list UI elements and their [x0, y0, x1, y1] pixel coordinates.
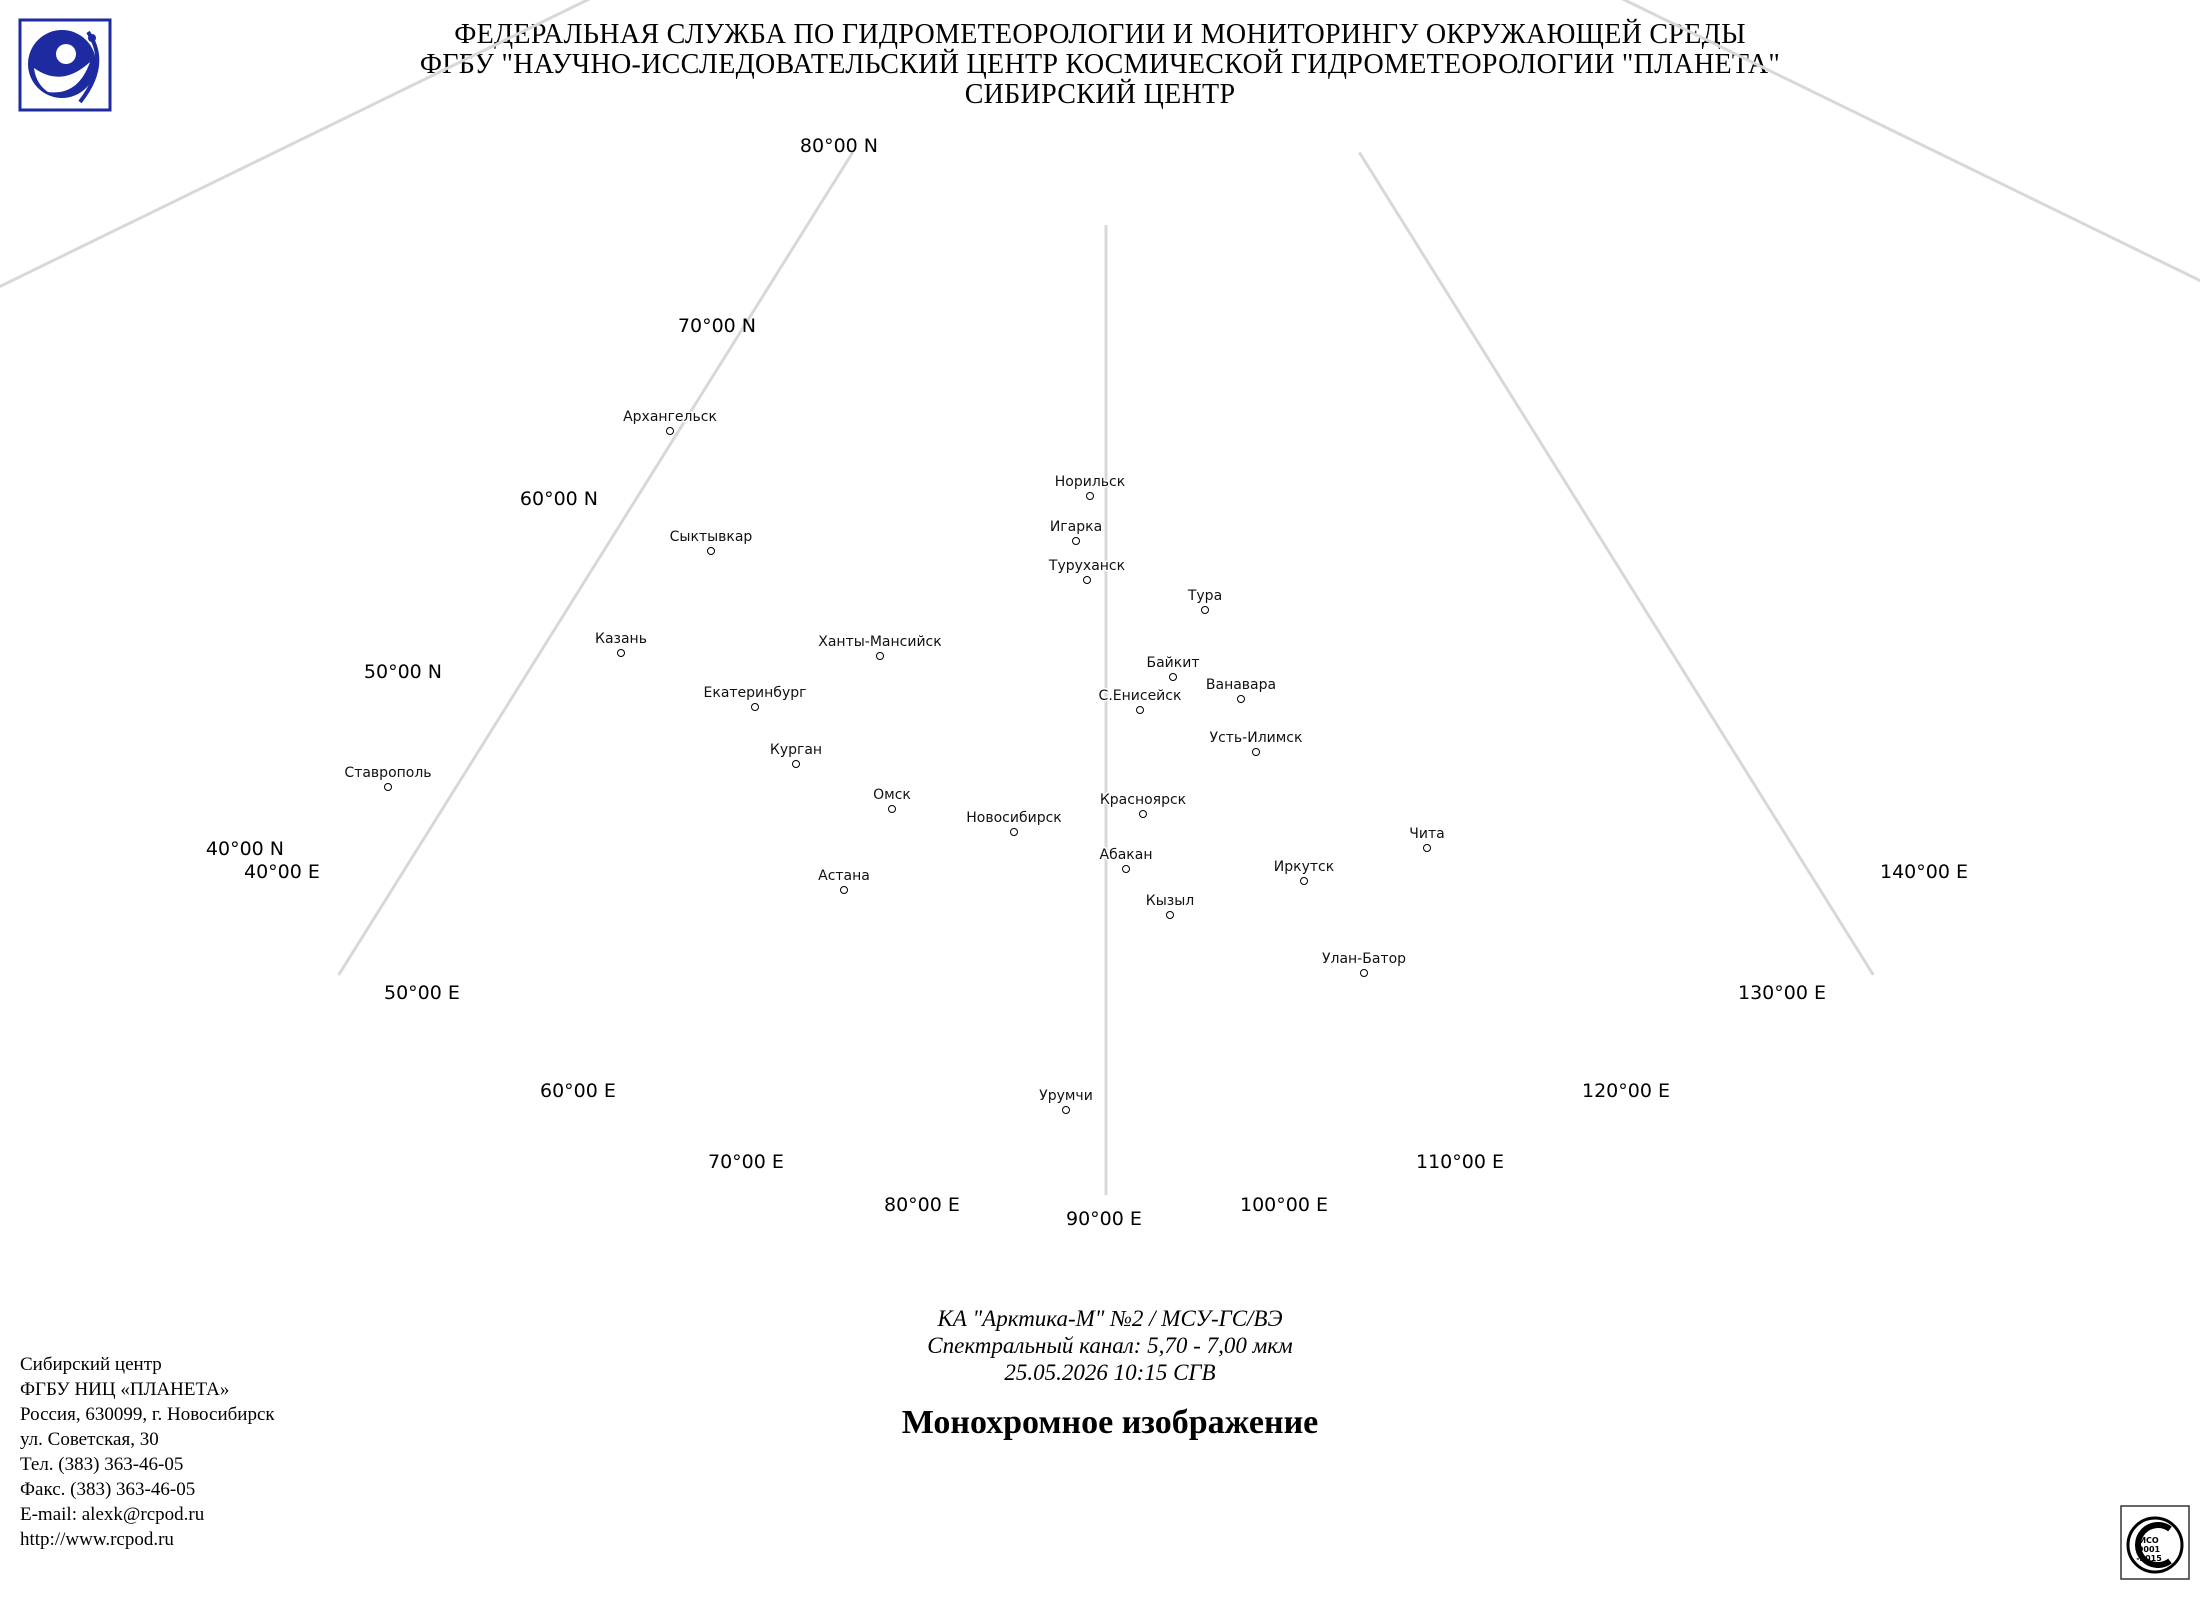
header-agency: ФЕДЕРАЛЬНАЯ СЛУЖБА ПО ГИДРОМЕТЕОРОЛОГИИ И МОНИТОРИНГУ ОКРУЖАЮЩЕЙ СРЕДЫ [454, 19, 1746, 50]
lat-label-80: 80°00 N [799, 135, 878, 157]
lon-label-60: 60°00 E [540, 1080, 616, 1102]
svg-text:Абакан: Абакан [1099, 847, 1153, 863]
city-s-eniseysk [1099, 688, 1182, 714]
svg-text:С.Енисейск: С.Енисейск [1098, 688, 1182, 704]
svg-text:Байкит: Байкит [1146, 655, 1200, 671]
city-baykit [1147, 655, 1200, 681]
svg-text:Иркутск: Иркутск [1273, 859, 1335, 875]
address-line: ул. Советская, 30 [20, 1429, 159, 1450]
city-krasnoyarsk [1100, 792, 1186, 818]
city-novosibirsk [966, 810, 1061, 836]
city-syktyvkar [670, 529, 753, 555]
lon-label-80: 80°00 E [884, 1194, 960, 1216]
svg-text:Новосибирск: Новосибирск [966, 810, 1062, 826]
city-chita [1409, 826, 1444, 852]
svg-text:Чита: Чита [1409, 826, 1445, 842]
city-ust-ilimsk [1210, 730, 1303, 756]
svg-text:Игарка: Игарка [1049, 519, 1103, 535]
caption-title: Монохромное изображение [901, 1404, 1319, 1441]
city-tura [1187, 588, 1222, 614]
header-institute: ФГБУ "НАУЧНО-ИССЛЕДОВАТЕЛЬСКИЙ ЦЕНТР КОСМИЧЕСКОЙ ГИДРОМЕТЕОРОЛОГИИ "ПЛАНЕТА" [419, 49, 1781, 80]
lon-label-120: 120°00 E [1582, 1080, 1670, 1102]
svg-text:Сыктывкар: Сыктывкар [669, 529, 753, 545]
address-line: ФГБУ НИЦ «ПЛАНЕТА» [20, 1379, 230, 1400]
city-norilsk [1055, 474, 1125, 500]
contact-address-block [20, 1352, 275, 1552]
city-astana [818, 868, 870, 894]
caption-channel: Спектральный канал: 5,70 - 7,00 мкм [927, 1333, 1293, 1358]
svg-text:Улан-Батор: Улан-Батор [1321, 951, 1407, 967]
svg-text:Кызыл: Кызыл [1145, 893, 1195, 909]
lon-label-90: 90°00 E [1066, 1208, 1142, 1230]
svg-text:Ставрополь: Ставрополь [344, 765, 432, 781]
city-urumqi [1039, 1088, 1093, 1114]
lon-label-50: 50°00 E [384, 982, 460, 1004]
meridian-line [1536, 0, 2200, 382]
address-line: Россия, 630099, г. Новосибирск [20, 1404, 275, 1425]
lat-label-70: 70°00 N [677, 315, 756, 337]
lat-label-50: 50°00 N [363, 661, 442, 683]
city-khanty-mansiysk [818, 634, 941, 660]
address-line: Сибирский центр [20, 1354, 162, 1375]
svg-text:Урумчи: Урумчи [1039, 1088, 1093, 1104]
city-turukhansk [1048, 558, 1125, 584]
svg-text:Ханты-Мансийск: Ханты-Мансийск [818, 634, 942, 650]
address-phone: Тел. (383) 363-46-05 [20, 1454, 184, 1475]
city-vanavara [1206, 677, 1276, 703]
svg-text:-2015: -2015 [2136, 1554, 2162, 1563]
header-center: СИБИРСКИЙ ЦЕНТР [964, 79, 1236, 110]
city-kurgan [770, 742, 822, 768]
city-ulan-bator [1322, 951, 1406, 977]
city-stavropol [344, 765, 431, 791]
meridian-line [339, 152, 853, 975]
caption-satellite: КА "Арктика-М" №2 / МСУ-ГС/ВЭ [937, 1306, 1283, 1331]
city-kyzyl [1146, 893, 1194, 919]
lat-label-40: 40°00 N [205, 838, 284, 860]
city-kazan [595, 631, 647, 657]
dark-vortex-east [1510, 560, 1810, 800]
svg-text:Красноярск: Красноярск [1099, 792, 1187, 808]
city-yekaterinburg [704, 685, 807, 711]
svg-text:Тура: Тура [1187, 588, 1223, 604]
lon-label-40: 40°00 E [244, 861, 320, 883]
address-email: E-mail: alexk@rcpod.ru [20, 1504, 205, 1525]
svg-text:Омск: Омск [873, 787, 911, 803]
svg-text:Казань: Казань [595, 631, 647, 647]
city-igarka [1050, 519, 1102, 545]
city-irkutsk [1274, 859, 1334, 885]
svg-text:9001: 9001 [2137, 1545, 2161, 1554]
iso-certification-badge [2120, 1505, 2190, 1580]
svg-text:Норильск: Норильск [1054, 474, 1126, 490]
svg-text:Астана: Астана [818, 868, 870, 884]
city-arkhangelsk [623, 409, 717, 435]
lon-label-130: 130°00 E [1738, 982, 1826, 1004]
lon-label-140: 140°00 E [1880, 861, 1968, 883]
svg-text:Архангельск: Архангельск [623, 409, 717, 425]
svg-text:Туруханск: Туруханск [1048, 558, 1126, 574]
lon-label-70: 70°00 E [708, 1151, 784, 1173]
city-omsk [873, 787, 911, 813]
meridian-line [1359, 152, 1873, 975]
svg-text:Курган: Курган [769, 742, 823, 758]
lon-label-110: 110°00 E [1416, 1151, 1504, 1173]
lat-label-60: 60°00 N [519, 488, 598, 510]
svg-text:Ванавара: Ванавара [1205, 677, 1277, 693]
caption-datetime: 25.05.2026 10:15 СГВ [1004, 1360, 1216, 1385]
address-website: http://www.rcpod.ru [20, 1529, 174, 1550]
svg-text:ИСО: ИСО [2139, 1536, 2159, 1545]
svg-text:Усть-Илимск: Усть-Илимск [1209, 730, 1303, 746]
meridian-line [0, 0, 676, 382]
svg-text:Екатеринбург: Екатеринбург [703, 685, 807, 701]
lon-label-100: 100°00 E [1240, 1194, 1328, 1216]
address-fax: Факс. (383) 363-46-05 [20, 1479, 196, 1500]
city-markers [344, 409, 1444, 1114]
